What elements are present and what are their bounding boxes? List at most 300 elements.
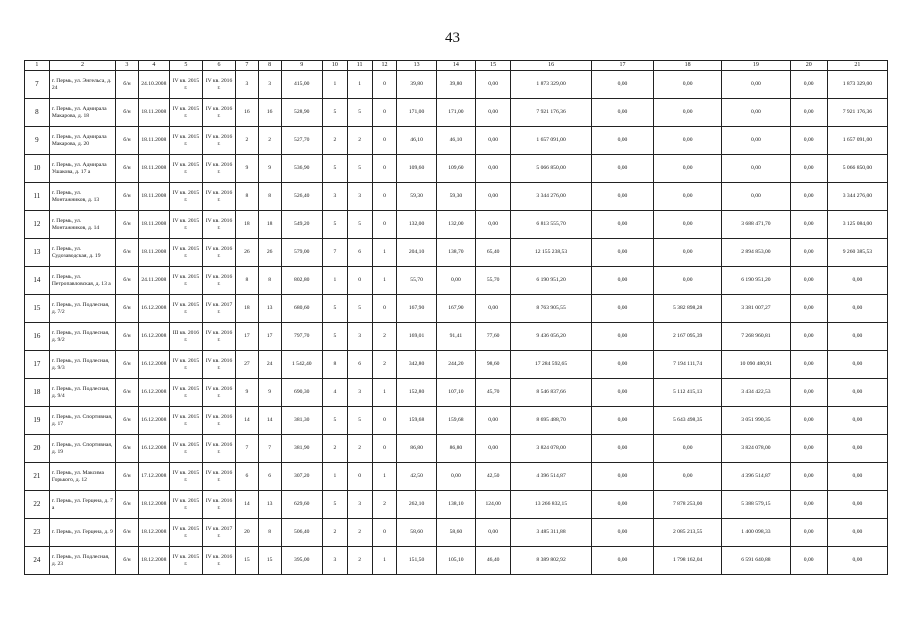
address-cell: г. Пермь, ул. Адмирала Ушакова, д. 17 а [49,155,115,183]
table-cell: 0,00 [654,463,722,491]
table-cell: IV кв. 2016 г. [202,239,235,267]
table-cell: 1 [322,71,347,99]
table-cell: 506,40 [281,519,322,547]
row-number: 8 [25,99,50,127]
table-cell: 159,68 [436,407,475,435]
table-cell: 6 813 555,70 [511,211,592,239]
table-row [25,239,888,267]
table-cell: 0,00 [790,463,827,491]
table-cell: III кв. 2016 г. [169,323,202,351]
table-cell: 5 [322,295,347,323]
table-cell: 24 [258,351,281,379]
table-row [25,463,888,491]
table-cell: 2 [322,127,347,155]
table-cell: 46,10 [436,127,475,155]
table-cell: 109,60 [397,155,436,183]
table-row [25,519,888,547]
table-row [25,183,888,211]
table-cell: 10 090 480,91 [722,351,790,379]
table-cell: 0,00 [591,71,653,99]
table-cell: 15 [236,547,259,575]
table-cell: 5 382 898,28 [654,295,722,323]
table-cell: 0,00 [591,491,653,519]
table-cell: 132,00 [397,211,436,239]
table-cell: 9 [236,379,259,407]
table-row [25,99,888,127]
header-row [25,61,888,71]
table-cell: 171,00 [436,99,475,127]
table-cell: 3 [347,379,372,407]
column-header: 10 [322,61,347,71]
table-cell: 0,00 [436,463,475,491]
table-cell: 124,00 [476,491,511,519]
table-cell: 0 [372,99,397,127]
table-cell: 7 [236,435,259,463]
table-cell: 151,50 [397,547,436,575]
table-cell: 8 [236,267,259,295]
table-cell: IV кв. 2016 г. [202,547,235,575]
address-cell: г. Пермь, ул. Максима Горького, д. 12 [49,463,115,491]
table-cell: 0,00 [591,239,653,267]
table-cell: 26 [236,239,259,267]
table-cell: 526,40 [281,183,322,211]
table-cell: 3 051 990,35 [722,407,790,435]
table-cell: 16 [258,99,281,127]
table-cell: 16 [236,99,259,127]
table-cell: 6 [347,239,372,267]
table-cell: 1 873 329,00 [511,71,592,99]
table-row [25,295,888,323]
table-cell: 86,80 [397,435,436,463]
column-header: 16 [511,61,592,71]
table-cell: 5 [322,407,347,435]
table-cell: 2 [347,127,372,155]
table-cell: 3 688 471,70 [722,211,790,239]
table-cell: 0 [372,435,397,463]
table-cell: IV кв. 2016 г. [202,379,235,407]
table-cell: 169,01 [397,323,436,351]
table-cell: 24.10.2008 [138,71,169,99]
table-cell: 0,00 [790,267,827,295]
table-cell: 16.12.2008 [138,379,169,407]
table-cell: 18 [236,211,259,239]
table-cell: 3 [347,323,372,351]
column-header: 18 [654,61,722,71]
table-cell: IV кв. 2015 г. [169,267,202,295]
page-number: 43 [445,30,460,46]
table-cell: 579,00 [281,239,322,267]
table-cell: 2 [258,127,281,155]
table-cell: 381,90 [281,435,322,463]
table-cell: б/н [116,435,139,463]
row-number: 15 [25,295,50,323]
table-cell: 0,00 [790,71,827,99]
table-cell: 5 [322,491,347,519]
table-cell: 1 [372,379,397,407]
table-cell: 7 [258,435,281,463]
table-cell: 8 [236,183,259,211]
table-row [25,323,888,351]
table-cell: 27 [236,351,259,379]
column-header: 7 [236,61,259,71]
table-cell: IV кв. 2016 г. [202,351,235,379]
address-cell: г. Пермь, ул. Спортивная, д. 19 [49,435,115,463]
table-cell: 16.12.2008 [138,407,169,435]
table-cell: 77,60 [476,323,511,351]
table-cell: 0,00 [790,323,827,351]
table-cell: 8 [258,183,281,211]
column-header: 13 [397,61,436,71]
table-cell: 0,00 [827,267,887,295]
table-cell: 0,00 [654,239,722,267]
table-cell: 0,00 [827,463,887,491]
table-cell: IV кв. 2015 г. [169,519,202,547]
table-cell: 1 657 091,00 [511,127,592,155]
column-header: 6 [202,61,235,71]
table-cell: 3 [347,491,372,519]
table-cell: 171,00 [397,99,436,127]
table-cell: 0,00 [654,267,722,295]
table-cell: 8 [258,519,281,547]
table-cell: 0 [372,155,397,183]
table-cell: 262,10 [397,491,436,519]
table-cell: 3 [347,183,372,211]
table-cell: IV кв. 2016 г. [202,99,235,127]
table-cell: IV кв. 2016 г. [202,127,235,155]
table-cell: 138,10 [436,491,475,519]
address-cell: г. Пермь, ул. Энгельса, д. 24 [49,71,115,99]
table-cell: 5 [322,323,347,351]
table-cell: 16.12.2008 [138,323,169,351]
table-cell: 342,80 [397,351,436,379]
table-cell: 6 [347,351,372,379]
table-cell: 1 [322,267,347,295]
table-cell: 0,00 [790,407,827,435]
table-cell: IV кв. 2015 г. [169,463,202,491]
table-cell: 307,20 [281,463,322,491]
table-cell: 5 066 850,00 [511,155,592,183]
table-cell: 39,80 [397,71,436,99]
table-cell: б/н [116,99,139,127]
table-cell: IV кв. 2015 г. [169,71,202,99]
table-cell: 17.12.2008 [138,463,169,491]
table-cell: 1 873 329,00 [827,71,887,99]
table-cell: 0,00 [591,155,653,183]
table-cell: 24.11.2008 [138,267,169,295]
table-cell: 18.11.2008 [138,155,169,183]
table-cell: 3 125 084,00 [827,211,887,239]
table-cell: 6 591 640,88 [722,547,790,575]
table-cell: 0,00 [790,183,827,211]
table-row [25,351,888,379]
table-cell: 17 [258,323,281,351]
row-number: 22 [25,491,50,519]
table-cell: IV кв. 2015 г. [169,407,202,435]
table-cell: 0 [372,127,397,155]
table-cell: 3 344 276,00 [827,183,887,211]
table-cell: 536,90 [281,155,322,183]
address-cell: г. Пермь, ул. Герцена, д. 7 а [49,491,115,519]
table-cell: 0,00 [827,491,887,519]
table-cell: 2 [372,351,397,379]
table-cell: 0 [372,295,397,323]
table-cell: 9 [258,155,281,183]
table-cell: IV кв. 2015 г. [169,211,202,239]
row-number: 7 [25,71,50,99]
table-cell: 18.12.2008 [138,547,169,575]
table-cell: 42,50 [476,463,511,491]
table-cell: б/н [116,239,139,267]
table-cell: 0,00 [591,295,653,323]
table-cell: 2 167 095,39 [654,323,722,351]
table-cell: 13 266 832,15 [511,491,592,519]
address-cell: г. Пермь, ул. Судозаводская, д. 19 [49,239,115,267]
table-cell: 629,60 [281,491,322,519]
table-cell: 13 [258,491,281,519]
table-cell: IV кв. 2016 г. [202,211,235,239]
table-cell: 12 155 238,53 [511,239,592,267]
address-cell: г. Пермь, ул. Подлесная, д. 9/3 [49,351,115,379]
table-cell: 3 [258,71,281,99]
table-row [25,407,888,435]
table-cell: 0,00 [790,379,827,407]
table-cell: 2 [347,547,372,575]
table-cell: б/н [116,351,139,379]
table-cell: 58,60 [436,519,475,547]
table-cell: IV кв. 2015 г. [169,351,202,379]
table-cell: 1 [347,71,372,99]
table-cell: б/н [116,407,139,435]
table-cell: 3 [322,183,347,211]
row-number: 24 [25,547,50,575]
table-cell: 1 798 162,04 [654,547,722,575]
table-row [25,211,888,239]
table-cell: IV кв. 2016 г. [202,323,235,351]
table-cell: 8 [322,351,347,379]
table-cell: 0,00 [476,519,511,547]
table-cell: 7 194 111,74 [654,351,722,379]
table-cell: IV кв. 2016 г. [202,71,235,99]
table-cell: IV кв. 2015 г. [169,379,202,407]
table-cell: 0,00 [591,267,653,295]
column-header: 20 [790,61,827,71]
table-cell: 204,10 [397,239,436,267]
table-cell: IV кв. 2016 г. [202,435,235,463]
table-cell: 132,00 [436,211,475,239]
table-cell: 0,00 [591,323,653,351]
table-cell: 0 [347,463,372,491]
address-cell: г. Пермь, ул. Подлесная, д. 9/4 [49,379,115,407]
table-cell: 14 [236,491,259,519]
table-cell: 9 436 056,20 [511,323,592,351]
table-body [25,71,888,575]
table-cell: 8 [258,267,281,295]
table-cell: IV кв. 2015 г. [169,127,202,155]
table-cell: 0 [372,71,397,99]
table-cell: 0,00 [654,127,722,155]
row-number: 14 [25,267,50,295]
column-header: 15 [476,61,511,71]
row-number: 23 [25,519,50,547]
address-cell: г. Пермь, ул. Монтажников, д. 14 [49,211,115,239]
table-cell: IV кв. 2015 г. [169,547,202,575]
table-cell: 0,00 [591,547,653,575]
table-cell: 0,00 [722,183,790,211]
table-cell: 0,00 [476,435,511,463]
address-cell: г. Пермь, ул. Монтажников, д. 13 [49,183,115,211]
table-cell: 3 824 078,00 [511,435,592,463]
table-cell: 18.12.2008 [138,491,169,519]
table-cell: 16.12.2008 [138,435,169,463]
table-cell: 17 [236,323,259,351]
table-cell: 55,70 [476,267,511,295]
table-cell: 7 [322,239,347,267]
address-cell: г. Пермь, ул. Петропавловская, д. 13 а [49,267,115,295]
table-cell: 0,00 [654,211,722,239]
column-header: 14 [436,61,475,71]
table-cell: 13 [258,295,281,323]
column-header: 8 [258,61,281,71]
table-row [25,267,888,295]
table-cell: IV кв. 2016 г. [202,491,235,519]
table-cell: 0,00 [591,99,653,127]
row-number: 13 [25,239,50,267]
table-cell: 0,00 [591,351,653,379]
table-cell: 2 [372,323,397,351]
table-cell: 6 190 951,20 [511,267,592,295]
table-cell: б/н [116,155,139,183]
table-cell: 0,00 [790,435,827,463]
row-number: 21 [25,463,50,491]
row-number: 16 [25,323,50,351]
table-cell: 0 [347,267,372,295]
table-cell: 5 066 850,00 [827,155,887,183]
table-cell: 152,80 [397,379,436,407]
table-cell: 3 485 311,88 [511,519,592,547]
column-header: 3 [116,61,139,71]
table-cell: 4 [322,379,347,407]
table-cell: 2 085 213,55 [654,519,722,547]
table-cell: 0,00 [790,351,827,379]
table-cell: 8 695 488,70 [511,407,592,435]
table-cell: 5 643 498,35 [654,407,722,435]
table-cell: 98,60 [476,351,511,379]
table-cell: IV кв. 2015 г. [169,183,202,211]
table-cell: 0,00 [591,183,653,211]
table-cell: б/н [116,211,139,239]
table-cell: 167,90 [436,295,475,323]
column-header: 9 [281,61,322,71]
table-row [25,435,888,463]
table-cell: 244,20 [436,351,475,379]
row-number: 9 [25,127,50,155]
table-cell: 6 190 951,20 [722,267,790,295]
table-cell: 39,80 [436,71,475,99]
table-cell: 3 344 276,00 [511,183,592,211]
table-cell: б/н [116,491,139,519]
table-cell: IV кв. 2015 г. [169,239,202,267]
table-cell: б/н [116,547,139,575]
table-cell: 3 [236,71,259,99]
table-cell: IV кв. 2017 г. [202,519,235,547]
table-cell: 0,00 [591,435,653,463]
housing-table [24,60,888,575]
table-cell: 3 824 078,00 [722,435,790,463]
table-cell: 59,30 [436,183,475,211]
table-cell: 0,00 [827,519,887,547]
table-row [25,155,888,183]
table-cell: 0,00 [591,211,653,239]
table-cell: б/н [116,463,139,491]
table-cell: 1 [372,267,397,295]
address-cell: г. Пермь, ул. Адмирала Макарова, д. 20 [49,127,115,155]
table-cell: 802,80 [281,267,322,295]
table-cell: 0,00 [654,71,722,99]
table-cell: 9 [258,379,281,407]
table-cell: 42,50 [397,463,436,491]
table-cell: 0,00 [790,99,827,127]
column-header: 17 [591,61,653,71]
table-cell: 2 [372,491,397,519]
table-cell: 58,60 [397,519,436,547]
table-cell: IV кв. 2016 г. [202,267,235,295]
table-cell: 18.11.2008 [138,183,169,211]
table-cell: 0,00 [790,295,827,323]
table-cell: 86,80 [436,435,475,463]
table-cell: 0,00 [476,211,511,239]
table-cell: 0,00 [436,267,475,295]
table-cell: 3 434 422,53 [722,379,790,407]
table-row [25,127,888,155]
table-cell: 18.11.2008 [138,211,169,239]
table-cell: 107,10 [436,379,475,407]
table-cell: 5 [347,99,372,127]
table-row [25,491,888,519]
table-cell: 6 [236,463,259,491]
table-cell: б/н [116,295,139,323]
table-cell: 4 396 514,87 [511,463,592,491]
table-cell: 0,00 [654,155,722,183]
table-cell: б/н [116,323,139,351]
table-cell: 0 [372,407,397,435]
table-cell: IV кв. 2015 г. [169,491,202,519]
table-cell: 159,68 [397,407,436,435]
table-cell: 3 381 007,27 [722,295,790,323]
table-cell: 6 [258,463,281,491]
table-cell: 0,00 [827,379,887,407]
table-cell: 59,30 [397,183,436,211]
table-cell: 46,10 [397,127,436,155]
address-cell: г. Пермь, ул. Подлесная, д. 9/2 [49,323,115,351]
table-cell: 18 [258,211,281,239]
table-row [25,547,888,575]
table-cell: 7 268 960,81 [722,323,790,351]
table-cell: 18.11.2008 [138,127,169,155]
table-cell: 0,00 [790,155,827,183]
address-cell: г. Пермь, ул. Герцена, д. 9 [49,519,115,547]
table-cell: 14 [236,407,259,435]
table-cell: 1 [322,463,347,491]
table-cell: 5 [347,407,372,435]
table-cell: 26 [258,239,281,267]
column-header: 5 [169,61,202,71]
table-cell: 16.12.2008 [138,351,169,379]
table-cell: 167,90 [397,295,436,323]
row-number: 18 [25,379,50,407]
table-cell: 5 112 415,13 [654,379,722,407]
table-cell: 0,00 [591,379,653,407]
table-cell: 797,70 [281,323,322,351]
